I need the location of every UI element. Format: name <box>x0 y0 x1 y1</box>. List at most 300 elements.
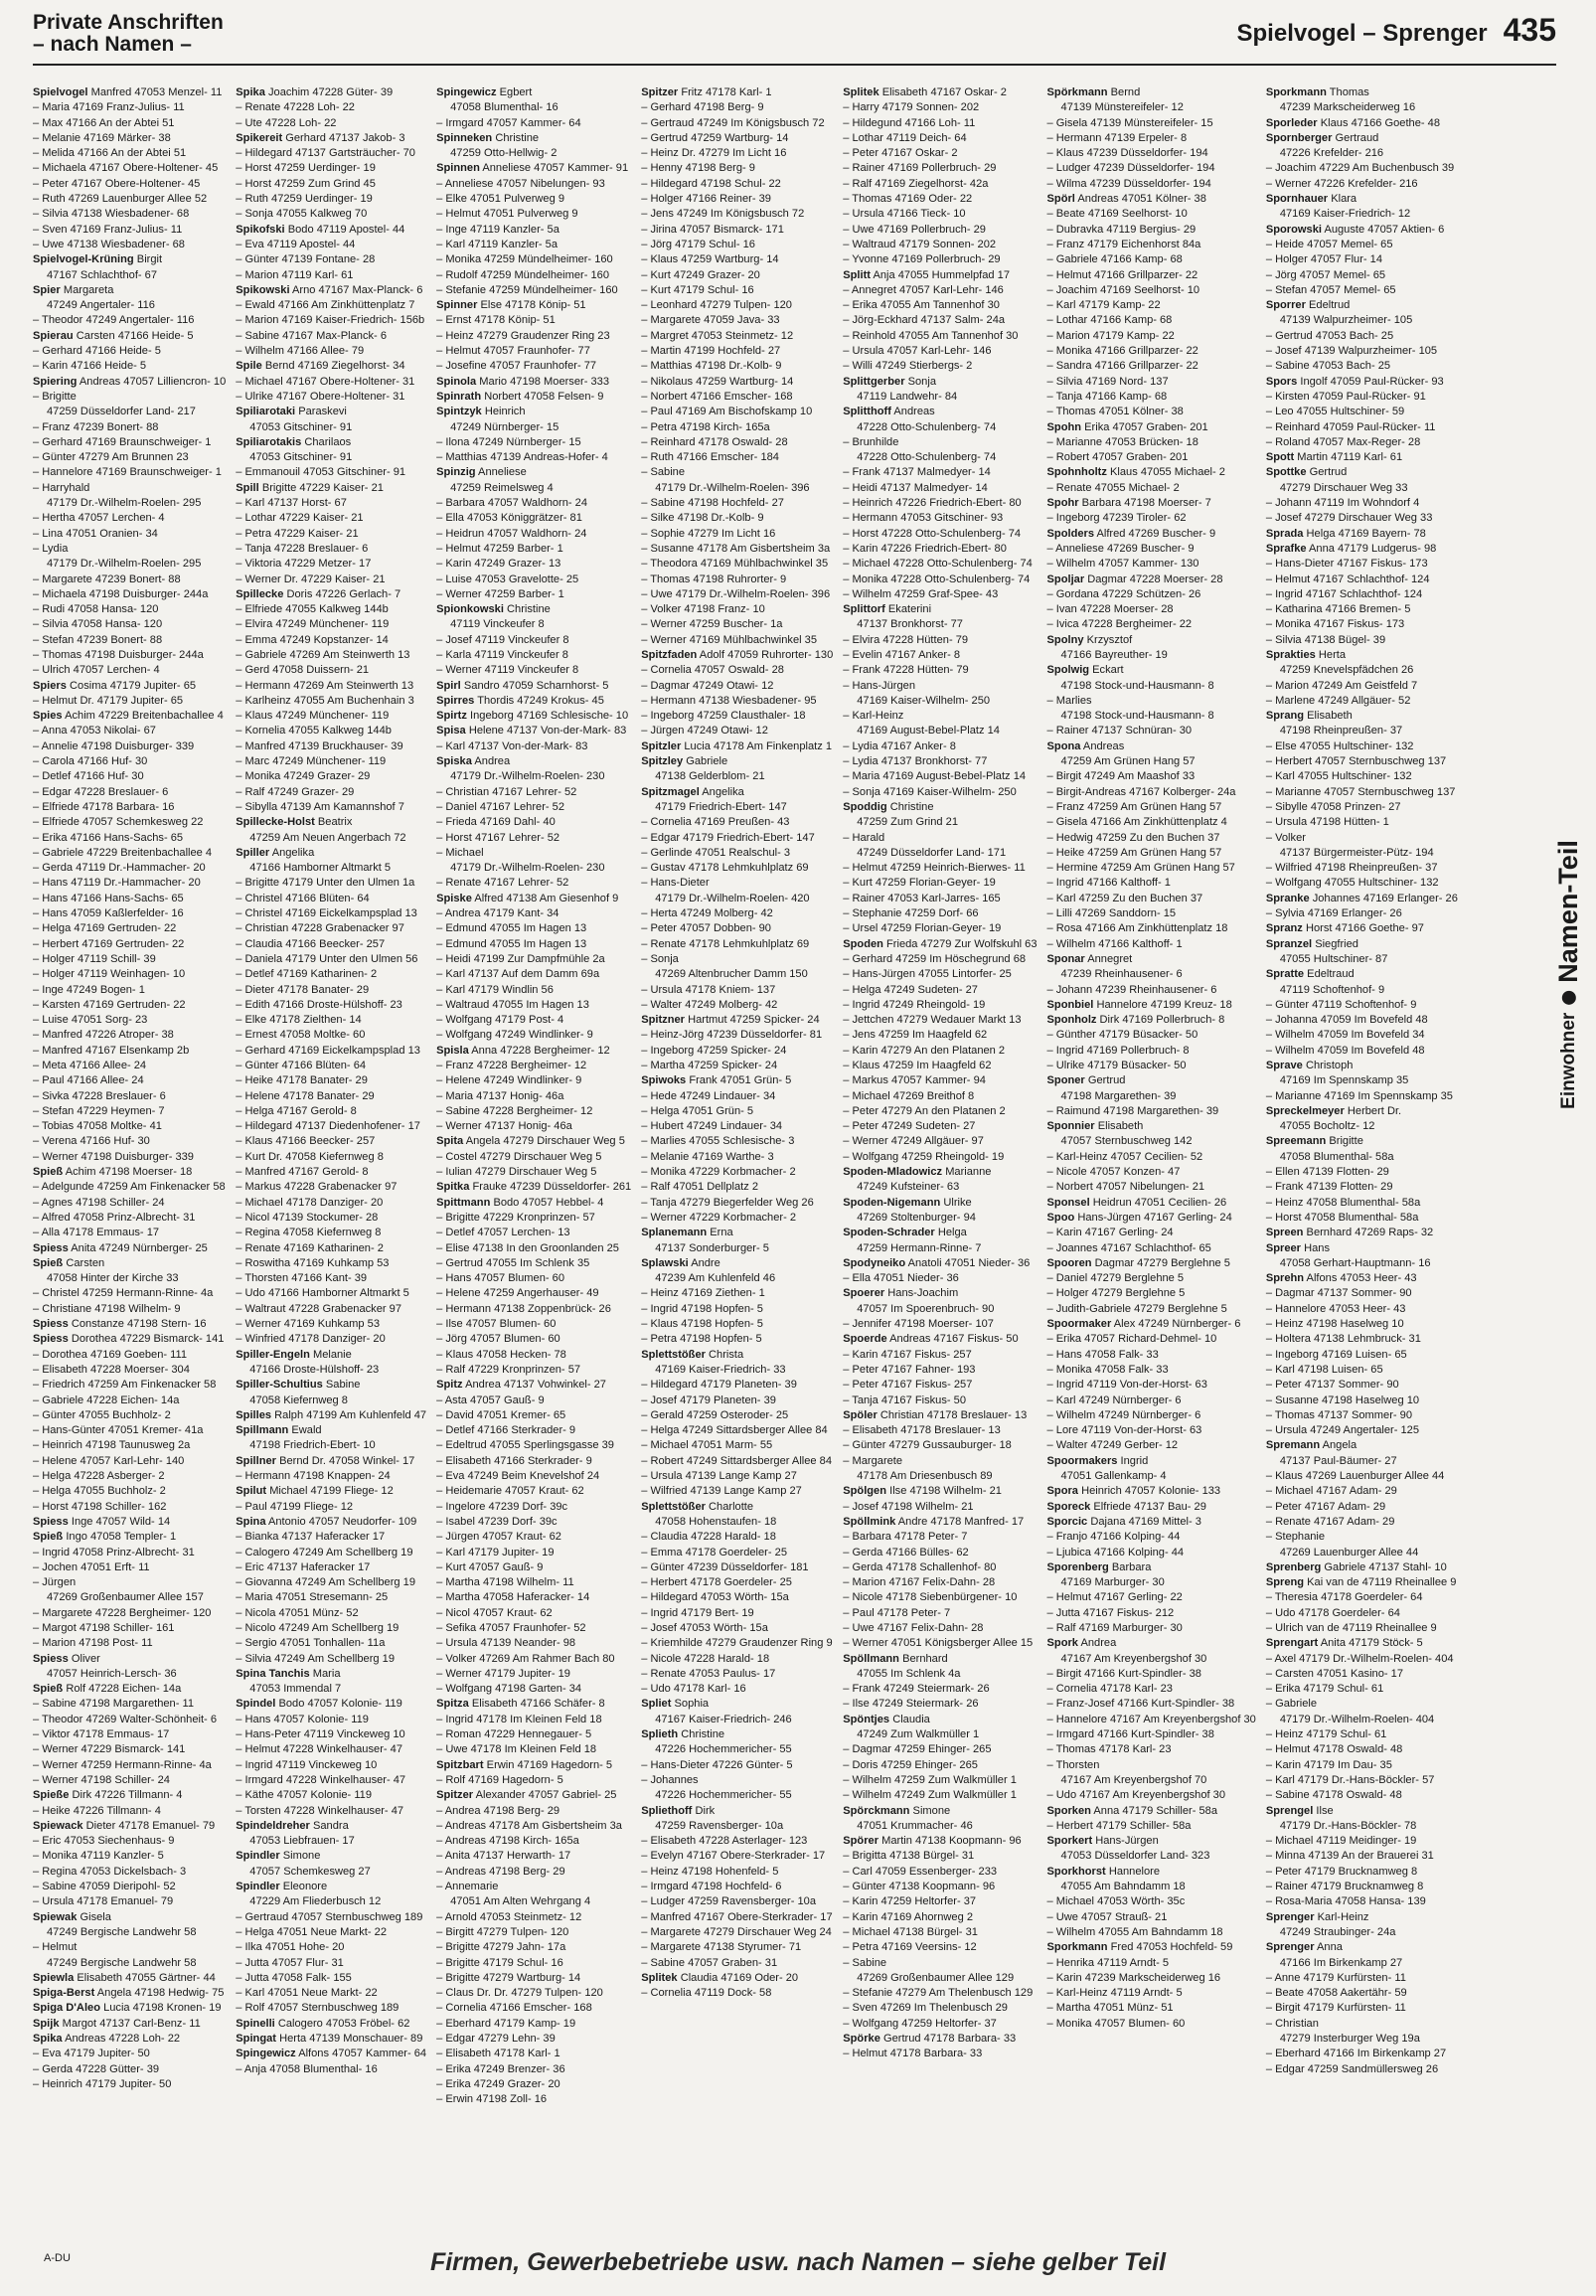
entry-surname: Spika <box>33 2033 63 2045</box>
directory-entry <box>1047 1910 1256 1925</box>
directory-entry <box>33 2001 226 2016</box>
entry-text: – Anneliese 47057 Nibelungen- 93 <box>436 177 605 190</box>
entry-text: – Franz 47179 Eichenhorst 84a <box>1046 238 1201 250</box>
entry-text: 47279 Dirschauer Weg 33 <box>1279 481 1408 494</box>
directory-entry <box>236 1652 426 1667</box>
entry-text: Arno 47167 Max-Planck- 6 <box>292 283 423 296</box>
directory-entry <box>236 238 426 252</box>
entry-surname: Spork <box>1046 1637 1078 1650</box>
directory-entry <box>436 1590 631 1605</box>
entry-text: – Elisabeth 47228 Asterlager- 123 <box>641 1835 808 1848</box>
entry-text: – Monika 47057 Blumen- 60 <box>1046 2017 1186 2030</box>
directory-entry <box>33 1104 226 1119</box>
entry-text: Elfriede 47137 Bau- 29 <box>1093 1500 1206 1513</box>
entry-surname: Spikereit <box>236 131 283 144</box>
directory-entry <box>33 769 226 784</box>
directory-entry <box>1266 283 1458 298</box>
entry-text: – Udo 47167 Am Kreyenbergshof 30 <box>1046 1789 1226 1802</box>
directory-entry <box>1047 998 1256 1013</box>
entry-text: – Ralf 47051 Dellplatz 2 <box>641 1181 759 1194</box>
directory-entry <box>436 2001 631 2016</box>
directory-entry <box>843 1590 1037 1605</box>
directory-entry <box>33 1742 226 1757</box>
entry-text: – Rosa 47166 Am Zinkhüttenplatz 18 <box>1046 922 1228 935</box>
entry-text: – Hans-Dieter 47167 Fiskus- 173 <box>1265 558 1428 571</box>
entry-text: 47051 Am Alten Wehrgang 4 <box>450 1895 591 1908</box>
entry-surname: Sponsel <box>1046 1196 1090 1209</box>
entry-text: – Jens 47249 Im Königsbusch 72 <box>641 208 805 221</box>
directory-entry <box>1047 1196 1256 1211</box>
directory-entry <box>641 1119 833 1134</box>
directory-entry <box>436 1788 631 1803</box>
entry-text: – Costel 47279 Dirschauer Weg 5 <box>436 1150 602 1163</box>
directory-entry <box>33 298 226 313</box>
directory-entry <box>1266 1636 1458 1651</box>
entry-text: – Heidi 47199 Zur Dampfmühle 2a <box>436 952 605 965</box>
directory-entry <box>1047 390 1256 405</box>
entry-text: – Karlheinz 47055 Am Buchenhain 3 <box>236 694 414 707</box>
entry-text: – Joannes 47167 Schlachthof- 65 <box>1046 1241 1211 1254</box>
entry-text: – Elke 47051 Pulverweg 9 <box>436 193 565 206</box>
directory-entry <box>236 359 426 374</box>
directory-entry <box>1266 709 1458 724</box>
directory-entry <box>1266 527 1458 542</box>
entry-text: – David 47051 Kremer- 65 <box>436 1408 566 1421</box>
entry-text: Thordis 47249 Krokus- 45 <box>477 694 604 707</box>
directory-entry <box>236 1865 426 1880</box>
entry-surname: Spiering <box>33 375 78 388</box>
directory-entry <box>1266 876 1458 891</box>
entry-text: 47058 Hinter der Kirche 33 <box>47 1272 179 1285</box>
entry-text: Erwin 47169 Hagedorn- 5 <box>486 1758 613 1771</box>
entry-surname: Spreckelmeyer <box>1265 1104 1345 1117</box>
entry-text: Gertraud <box>1335 131 1379 144</box>
directory-entry <box>843 1727 1037 1742</box>
directory-entry <box>33 1865 226 1880</box>
entry-text: – Jutta 47057 Flur- 31 <box>236 1956 344 1969</box>
directory-entry <box>236 1880 426 1894</box>
directory-entry <box>436 952 631 967</box>
entry-text: Charlotte <box>709 1500 754 1513</box>
entry-text: Heidrun 47051 Cecilien- 26 <box>1092 1196 1227 1209</box>
directory-entry <box>843 450 1037 465</box>
directory-entry <box>33 146 226 161</box>
entry-text: – Gisela 47139 Münstereifeler- 15 <box>1046 116 1213 129</box>
directory-entry <box>1047 1104 1256 1119</box>
directory-entry <box>843 785 1037 800</box>
entry-text: – Josef 47198 Wilhelm- 21 <box>843 1500 974 1513</box>
entry-text: 47166 Bayreuther- 19 <box>1060 648 1168 661</box>
entry-text: Gabriele 47137 Stahl- 10 <box>1324 1560 1447 1573</box>
directory-entry <box>843 1165 1037 1180</box>
entry-text: – Herbert 47178 Goerdeler- 25 <box>641 1576 792 1589</box>
directory-entry <box>1266 1986 1458 2001</box>
entry-text: Heinrich 47057 Kolonie- 133 <box>1081 1485 1221 1498</box>
entry-surname: Sprave <box>1265 1060 1303 1071</box>
directory-entry <box>436 937 631 952</box>
entry-surname: Spielvogel-Krüning <box>33 253 134 266</box>
entry-text: – Viktor 47178 Emmaus- 17 <box>33 1728 170 1741</box>
directory-entry <box>436 815 631 830</box>
entry-text: – Brigitte 47279 Jahn- 17a <box>436 1941 566 1954</box>
entry-text: – Franz 47259 Am Grünen Hang 57 <box>1046 800 1222 813</box>
entry-text: Michael 47199 Fliege- 12 <box>269 1485 394 1498</box>
directory-entry <box>436 983 631 998</box>
directory-entry <box>1266 1667 1458 1682</box>
directory-entry <box>436 496 631 511</box>
entry-text: 47226 Hochemmericher- 55 <box>655 1743 792 1756</box>
entry-text: – Frank 47137 Malmedyer- 14 <box>843 466 991 479</box>
directory-entry <box>843 100 1037 115</box>
entry-text: – Nicole 47057 Konzen- 47 <box>1046 1166 1181 1179</box>
directory-entry <box>843 1438 1037 1453</box>
directory-entry <box>436 587 631 602</box>
directory-entry <box>436 1727 631 1742</box>
directory-entry <box>436 1742 631 1757</box>
directory-entry <box>843 1667 1037 1682</box>
directory-entry <box>1266 617 1458 632</box>
entry-surname: Spörkmann <box>1046 86 1108 98</box>
entry-text: – Axel 47179 Dr.-Wilhelm-Roelen- 404 <box>1265 1652 1454 1665</box>
directory-entry <box>236 815 426 830</box>
entry-text: – Josef 47053 Wörth- 15a <box>641 1621 768 1634</box>
entry-surname: Spinelli <box>236 2017 275 2030</box>
directory-entry <box>1047 1956 1256 1971</box>
directory-entry <box>843 1697 1037 1712</box>
directory-entry <box>843 1302 1037 1317</box>
entry-surname: Spitzer <box>436 1789 474 1802</box>
directory-entry <box>641 1469 833 1484</box>
directory-entry <box>1266 1134 1458 1149</box>
entry-surname: Spikowski <box>236 283 290 296</box>
directory-entry <box>641 846 833 861</box>
entry-text: – Franz-Josef 47166 Kurt-Spindler- 38 <box>1046 1698 1235 1711</box>
entry-text: – Günter 47138 Koopmann- 96 <box>843 1881 996 1893</box>
side-tab-line1: Einwohner <box>1557 1012 1578 1109</box>
entry-surname: Spreer <box>1265 1241 1301 1254</box>
directory-entry <box>436 192 631 207</box>
entry-text: – Uwe 47178 Im Kleinen Feld 18 <box>436 1743 597 1756</box>
directory-entry <box>236 1150 426 1165</box>
directory-entry <box>436 1500 631 1515</box>
directory-entry <box>843 648 1037 663</box>
entry-text: – Raimund 47198 Margarethen- 39 <box>1046 1104 1219 1117</box>
entry-text: – Elke 47178 Zielthen- 14 <box>236 1014 362 1027</box>
entry-text: – Sabine <box>843 1956 887 1969</box>
entry-text: – Karl-Heinz 47057 Cecilien- 52 <box>1046 1150 1203 1163</box>
directory-entry <box>641 1089 833 1104</box>
entry-text: Siegfried <box>1315 937 1358 950</box>
directory-entry <box>641 435 833 450</box>
entry-surname: Spingat <box>236 2033 276 2045</box>
directory-entry <box>33 1150 226 1165</box>
entry-text: – Hans-Jürgen <box>843 679 916 692</box>
directory-entry <box>33 1408 226 1423</box>
entry-surname: Spohnholtz <box>1046 466 1107 479</box>
entry-text: – Heinz-Jörg 47239 Düsseldorfer- 81 <box>641 1029 823 1042</box>
entry-text: 47058 Blumenthal- 16 <box>450 101 559 114</box>
entry-text: 47259 Am Neuen Angerbach 72 <box>249 831 406 844</box>
directory-entry <box>33 1256 226 1271</box>
entry-text: – Karl 47119 Kanzler- 5a <box>436 238 559 250</box>
entry-text: – Heide 47057 Memel- 65 <box>1265 238 1393 250</box>
directory-entry <box>236 1834 426 1849</box>
directory-entry <box>1047 1484 1256 1499</box>
directory-entry <box>843 1956 1037 1971</box>
directory-entry <box>641 1302 833 1317</box>
directory-entry <box>641 177 833 192</box>
entry-text: Helene 47137 Von-der-Mark- 83 <box>468 725 627 738</box>
directory-entry <box>236 1986 426 2001</box>
entry-surname: Spitzley <box>641 755 684 768</box>
directory-entry <box>843 1317 1037 1332</box>
entry-text: – Hildegard 47053 Wörth- 15a <box>641 1591 789 1604</box>
directory-entry <box>1047 861 1256 876</box>
directory-entry <box>641 937 833 952</box>
entry-text: Achim 47198 Moerser- 18 <box>65 1166 193 1179</box>
entry-text: Joachim 47228 Güter- 39 <box>267 86 394 98</box>
entry-text: 47226 Krefelder- 216 <box>1279 147 1384 160</box>
entry-text: – Hermann 47198 Knappen- 24 <box>236 1470 391 1483</box>
directory-entry <box>843 724 1037 738</box>
directory-entry <box>843 192 1037 207</box>
directory-entry <box>436 85 631 100</box>
entry-text: 47169 Kaiser-Friedrich- 33 <box>655 1363 786 1376</box>
entry-text: – Lydia 47167 Anker- 8 <box>843 739 956 752</box>
directory-entry <box>1047 983 1256 998</box>
directory-entry <box>1266 1256 1458 1271</box>
entry-text: – Marlies 47055 Schlesische- 3 <box>641 1135 795 1148</box>
entry-text: – Kurt Dr. 47058 Kiefernweg 8 <box>236 1150 384 1163</box>
entry-text: – Michael 47228 Otto-Schulenberg- 74 <box>843 558 1033 571</box>
entry-text: 47259 Reimelsweg 4 <box>450 481 554 494</box>
directory-entry <box>1047 1940 1256 1955</box>
entry-text: 47269 Großenbaumer Allee 129 <box>857 1971 1015 1984</box>
entry-text: – Horst 47198 Schiller- 162 <box>33 1500 167 1513</box>
directory-entry <box>1266 1834 1458 1849</box>
directory-entry <box>1047 876 1256 891</box>
entry-text: – Ingeborg 47239 Tiroler- 62 <box>1046 512 1187 525</box>
directory-entry <box>1266 405 1458 419</box>
entry-text: – Thomas 47051 Kölner- 38 <box>1046 406 1184 418</box>
directory-entry <box>1266 952 1458 967</box>
entry-text: Alexander 47057 Gabriel- 25 <box>475 1789 617 1802</box>
entry-text: – Carola 47166 Huf- 30 <box>33 755 148 768</box>
directory-entry <box>641 648 833 663</box>
entry-text: – Ulrich 47057 Lerchen- 4 <box>33 664 160 677</box>
directory-entry <box>236 161 426 176</box>
directory-entry <box>33 831 226 846</box>
directory-entry <box>436 633 631 648</box>
entry-text: – Edmund 47055 Im Hagen 13 <box>436 937 587 950</box>
entry-text: – Franjo 47166 Kolping- 44 <box>1046 1531 1181 1544</box>
entry-text: Marianne <box>945 1166 992 1179</box>
entry-surname: Spindel <box>236 1698 276 1711</box>
entry-text: – Udo 47166 Hamborner Altmarkt 5 <box>236 1287 409 1300</box>
entry-text: – Theodor 47269 Walter-Schönheit- 6 <box>33 1713 218 1725</box>
directory-entry <box>1047 1652 1256 1667</box>
directory-entry <box>641 754 833 769</box>
entry-text: – Monika 47249 Grazer- 29 <box>236 770 371 783</box>
entry-text: Doris 47226 Gerlach- 7 <box>286 587 401 600</box>
directory-entry <box>641 1180 833 1195</box>
directory-entry <box>843 587 1037 602</box>
directory-entry <box>641 1134 833 1149</box>
entry-surname: Spora <box>1046 1485 1078 1498</box>
entry-text: – Johannes <box>641 1773 699 1786</box>
directory-entry <box>843 1211 1037 1226</box>
directory-entry <box>236 1119 426 1134</box>
entry-text: – Silvia 47138 Wiesbadener- 68 <box>33 208 190 221</box>
entry-surname: Sprafke <box>1265 542 1307 555</box>
directory-entry <box>843 1348 1037 1363</box>
directory-entry <box>843 1636 1037 1651</box>
directory-entry <box>641 1013 833 1028</box>
entry-text: – Jörg-Eckhard 47137 Salm- 24a <box>843 314 1006 327</box>
entry-surname: Spiess <box>33 1652 69 1665</box>
directory-entry <box>236 223 426 238</box>
directory-columns <box>33 85 1504 2230</box>
entry-text: – Eberhard 47166 Im Birkenkamp 27 <box>1265 2048 1447 2060</box>
directory-entry <box>33 1302 226 1317</box>
entry-text: Fritz 47178 Karl- 1 <box>681 86 772 98</box>
directory-entry <box>1047 298 1256 313</box>
directory-entry <box>436 1713 631 1727</box>
entry-text: 47167 Am Kreyenbergshof 70 <box>1060 1773 1207 1786</box>
entry-text: – Birgitt 47279 Tulpen- 120 <box>436 1925 569 1938</box>
entry-text: – Sabine 47198 Margarethen- 11 <box>33 1698 195 1711</box>
entry-surname: Sporenberg <box>1046 1560 1109 1573</box>
directory-entry <box>33 1546 226 1560</box>
entry-text: – Hermann 47269 Am Steinwerth 13 <box>236 679 414 692</box>
entry-surname: Spiga D'Aleo <box>33 2002 100 2015</box>
entry-text: – Gabriele 47269 Am Steinwerth 13 <box>236 648 410 661</box>
directory-entry <box>1266 1865 1458 1880</box>
entry-text: – Helga 47249 Sittardsberger Allee 84 <box>641 1424 828 1437</box>
entry-text: – Volker <box>1265 831 1306 844</box>
directory-entry <box>641 1834 833 1849</box>
directory-entry <box>1047 375 1256 390</box>
entry-text: – Marion 47169 Kaiser-Friedrich- 156b <box>236 314 425 327</box>
entry-text: – Uwe 47167 Felix-Dahn- 28 <box>843 1621 984 1634</box>
directory-entry <box>436 1348 631 1363</box>
directory-entry <box>33 1697 226 1712</box>
entry-text: – Wolfgang 47179 Post- 4 <box>436 1014 564 1027</box>
entry-text: 47269 Großenbaumer Allee 157 <box>47 1591 204 1604</box>
directory-entry <box>33 892 226 906</box>
directory-entry <box>641 1621 833 1636</box>
entry-surname: Splettstößer <box>641 1348 706 1361</box>
entry-text: – Martha 47058 Haferacker- 14 <box>436 1591 590 1604</box>
directory-entry <box>843 663 1037 678</box>
entry-text: – Giovanna 47249 Am Schellberg 19 <box>236 1576 415 1589</box>
entry-text: – Gerhard 47198 Berg- 9 <box>641 101 764 114</box>
entry-text: – Ralf 47169 Marburger- 30 <box>1046 1621 1183 1634</box>
directory-entry <box>33 587 226 602</box>
directory-entry <box>1047 1059 1256 1073</box>
entry-text: – Paul 47199 Fliege- 12 <box>236 1500 354 1513</box>
entry-text: – Elvira 47249 Münchener- 119 <box>236 618 390 631</box>
entry-text: – Ingrid 47119 Von-der-Horst- 63 <box>1046 1379 1207 1392</box>
entry-text: – Irmgard 47057 Kammer- 64 <box>436 116 581 129</box>
entry-text: – Hans-Günter 47051 Kremer- 41a <box>33 1424 204 1437</box>
entry-surname: Sponbiel <box>1046 998 1094 1011</box>
entry-text: – Susanne 47198 Haselweg 10 <box>1265 1394 1420 1406</box>
entry-text: – Hannelore 47053 Heer- 43 <box>1265 1302 1406 1315</box>
directory-entry <box>843 921 1037 936</box>
directory-entry <box>236 1788 426 1803</box>
entry-surname: Spirres <box>436 694 475 707</box>
directory-entry <box>436 268 631 283</box>
directory-entry <box>641 131 833 146</box>
directory-entry <box>236 1044 426 1059</box>
directory-entry <box>641 1423 833 1438</box>
directory-entry <box>436 785 631 800</box>
directory-entry <box>436 359 631 374</box>
directory-entry <box>1266 1606 1458 1621</box>
directory-entry <box>236 329 426 344</box>
entry-text: – Karla 47119 Vinckeufer 8 <box>436 648 568 661</box>
directory-entry <box>1047 617 1256 632</box>
directory-entry <box>843 573 1037 587</box>
entry-text: – Günter 47166 Blüten- 64 <box>236 1060 367 1071</box>
entry-text: – Margarete 47228 Bergheimer- 120 <box>33 1606 212 1619</box>
directory-entry <box>236 2001 426 2016</box>
directory-entry <box>843 769 1037 784</box>
directory-entry <box>33 633 226 648</box>
directory-entry <box>236 1742 426 1757</box>
entry-surname: Spiewla <box>33 1971 75 1984</box>
entry-text: – Christel 47259 Hermann-Rinne- 4a <box>33 1287 214 1300</box>
directory-entry <box>436 602 631 617</box>
directory-entry <box>1047 465 1256 480</box>
entry-text: – Lothar 47229 Kaiser- 21 <box>236 512 364 525</box>
directory-entry <box>236 527 426 542</box>
directory-entry <box>641 876 833 891</box>
entry-text: – Iulian 47279 Dirschauer Weg 5 <box>436 1166 597 1179</box>
entry-text: – Paul 47166 Allee- 24 <box>33 1074 144 1087</box>
directory-entry <box>1047 557 1256 572</box>
entry-text: Paraskevi <box>298 406 347 418</box>
directory-entry <box>436 1925 631 1940</box>
directory-entry <box>641 1348 833 1363</box>
entry-surname: Spohn <box>1046 420 1082 433</box>
entry-text: – Heike 47226 Tillmann- 4 <box>33 1804 161 1817</box>
directory-entry <box>33 450 226 465</box>
directory-entry <box>843 998 1037 1013</box>
entry-text: 47167 Am Kreyenbergshof 30 <box>1060 1652 1207 1665</box>
directory-entry <box>843 1119 1037 1134</box>
entry-text: – Eva 47179 Jupiter- 50 <box>33 2048 150 2060</box>
directory-entry <box>236 1727 426 1742</box>
entry-text: – Detlef 47057 Lerchen- 13 <box>436 1227 570 1239</box>
entry-text: Horst 47166 Goethe- 97 <box>1305 922 1424 935</box>
entry-text: – Sabine 47178 Oswald- 48 <box>1265 1789 1402 1802</box>
entry-surname: Sporkhorst <box>1046 1865 1106 1878</box>
entry-text: – Günter 47055 Buchholz- 2 <box>33 1408 171 1421</box>
entry-surname: Spieß <box>33 1683 64 1696</box>
entry-text: Bernd <box>1110 86 1141 98</box>
entry-text: – Claudia 47166 Beecker- 257 <box>236 937 386 950</box>
entry-text: – Werner 47259 Buscher- 1a <box>641 618 783 631</box>
directory-entry <box>641 1073 833 1088</box>
directory-entry <box>33 2032 226 2047</box>
directory-entry <box>1047 815 1256 830</box>
entry-text: – Petra 47169 Veersins- 12 <box>843 1941 977 1954</box>
entry-surname: Spier <box>33 283 61 296</box>
directory-entry <box>641 1165 833 1180</box>
directory-entry <box>843 1500 1037 1515</box>
